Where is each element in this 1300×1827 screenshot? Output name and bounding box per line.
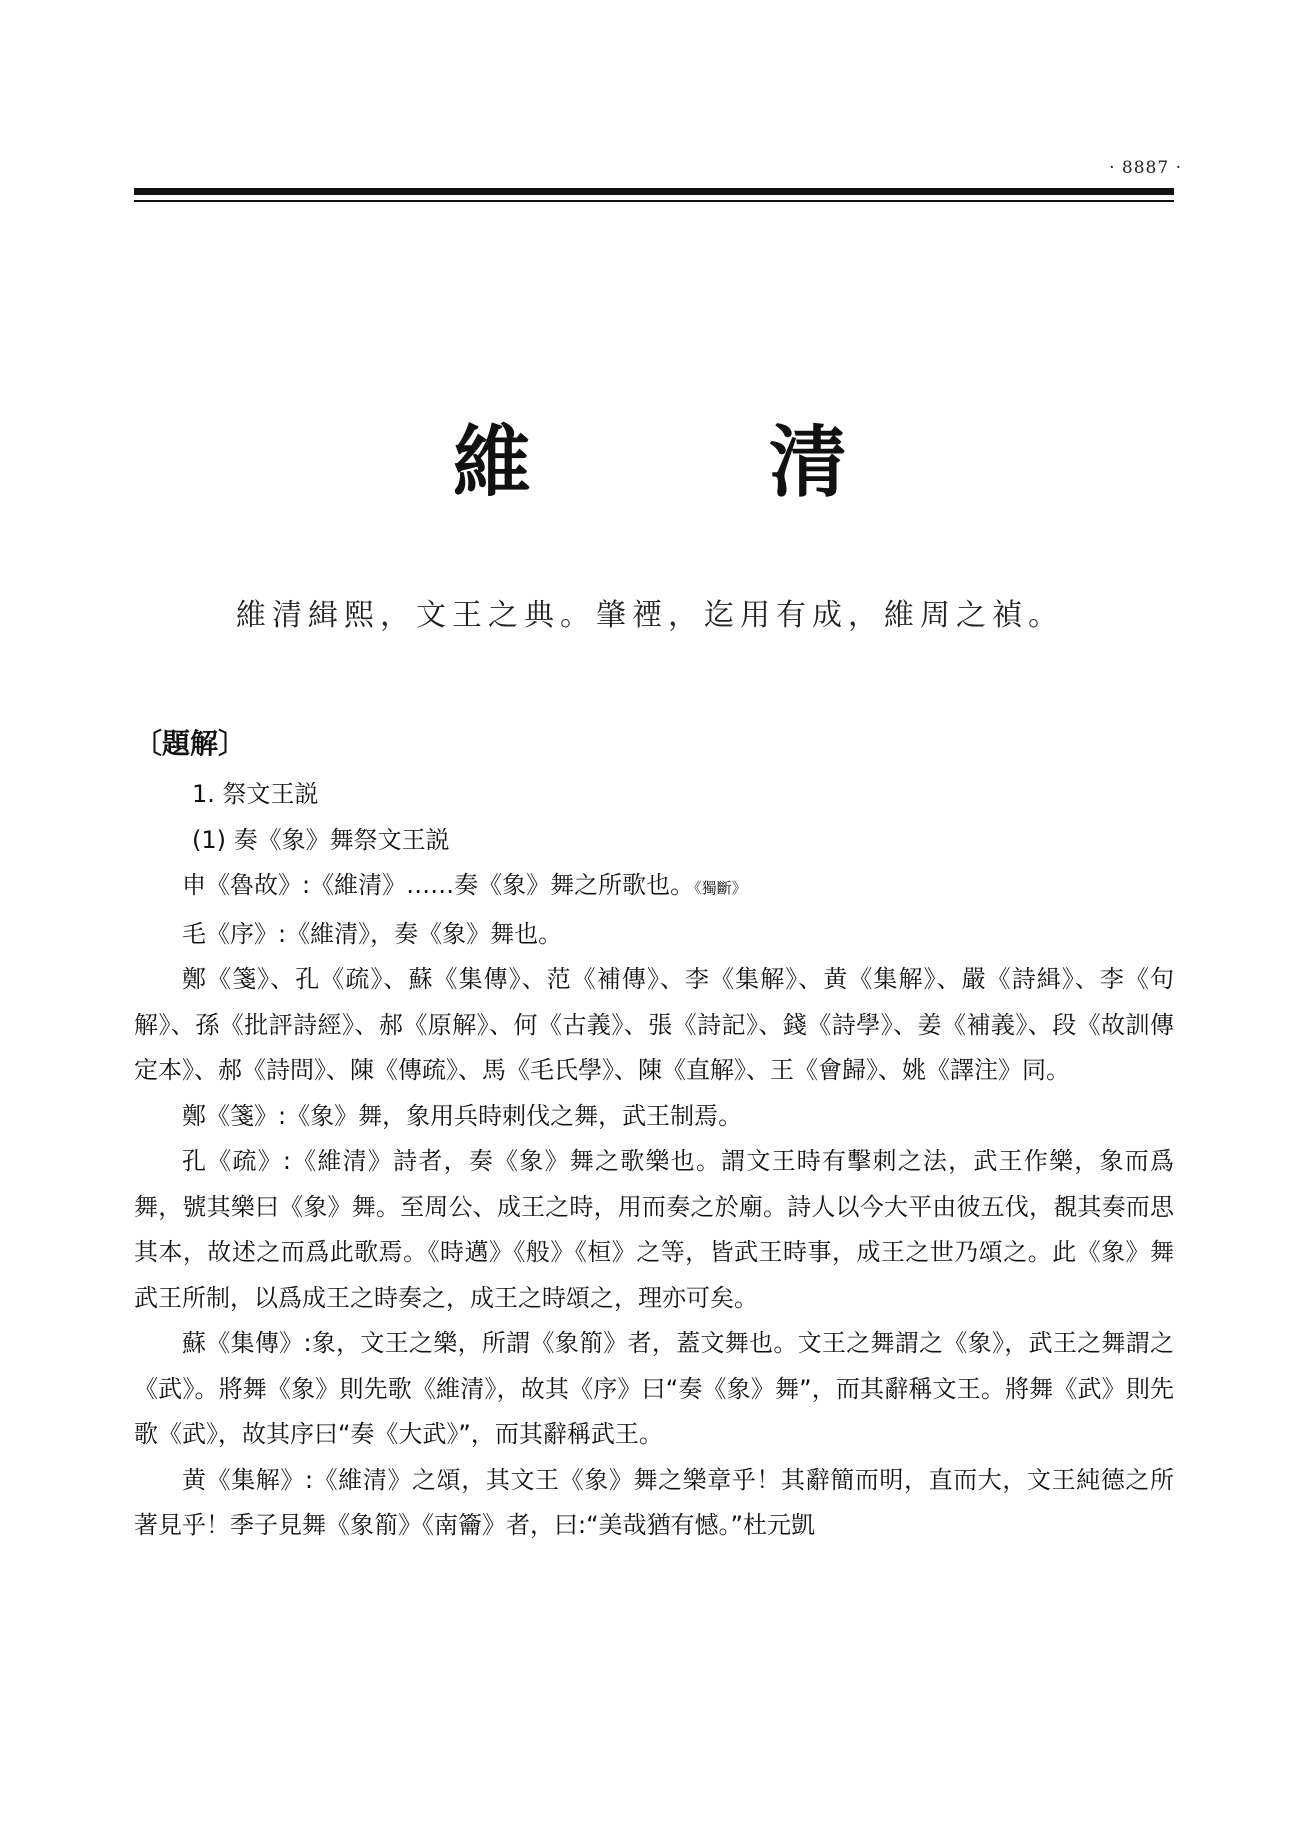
- paragraph: 孔《疏》:《維清》詩者，奏《象》舞之歌樂也。謂文王時有擊刺之法，武王作樂，象而爲舞，號其樂曰《象》舞。至周公、成王之時，用而奏之於廟。詩人以今大平由彼五伐，覩其奏而思其本，故述之而爲此歌焉。《時邁》《般》《桓》之等，皆武王時事，成王之世乃頌之。此《象》舞武王所制，以爲成王之時奏之，成王之時頌之，理亦可矣。: [134, 1147, 1174, 1312]
- paragraph-text: 申《魯故》:《維清》……奏《象》舞之所歌也。: [182, 871, 695, 899]
- subsection-heading: (1) 奏《象》舞祭文王説: [192, 825, 450, 854]
- subsection-heading: 1. 祭文王説: [192, 780, 319, 808]
- paragraph: 黄《集解》:《維清》之頌，其文王《象》舞之樂章乎！其辭簡而明，直而大，文王純德之所著見乎！季子見舞《象箾》《南籥》者，曰:“美哉猶有憾。”杜元凱: [134, 1465, 1174, 1539]
- paragraph: 蘇《集傳》:象，文王之樂，所謂《象箾》者，蓋文舞也。文王之舞謂之《象》，武王之舞謂之《武》。將舞《象》則先歌《維清》，故其《序》曰“奏《象》舞”，而其辭稱文王。將舞《武》則先歌《武》，故其序曰“奏《大武》”，而其辭稱武王。: [134, 1329, 1174, 1448]
- paragraph: 毛《序》:《維清》，奏《象》舞也。: [182, 919, 563, 948]
- source-note: 《獨斷》: [694, 879, 747, 897]
- poem-text: 維清緝熙，文王之典。肇禋，迄用有成，維周之禎。: [236, 598, 1064, 633]
- paragraph: 鄭《箋》、孔《疏》、蘇《集傳》、范《補傳》、李《集解》、黄《集解》、嚴《詩緝》、李《句解》、孫《批評詩經》、郝《原解》、何《古義》、張《詩記》、錢《詩學》、姜《補義》、段《故訓傳定本》、郝《詩問》、陳《傳疏》、馬《毛氏學》、陳《直解》、王《會歸》、姚《譯注》同。: [134, 965, 1174, 1084]
- page-number: · 8887 ·: [1109, 158, 1182, 178]
- chapter-title: 維 清: [452, 417, 927, 508]
- header-rule-thin: [134, 200, 1174, 202]
- section-heading: 〔題解〕: [134, 727, 247, 760]
- paragraph: 鄭《箋》:《象》舞，象用兵時刺伐之舞，武王制焉。: [182, 1101, 743, 1130]
- header-rule-thick: [134, 188, 1174, 195]
- commentary-body: [134, 772, 1174, 1549]
- paragraph: [134, 863, 1174, 912]
